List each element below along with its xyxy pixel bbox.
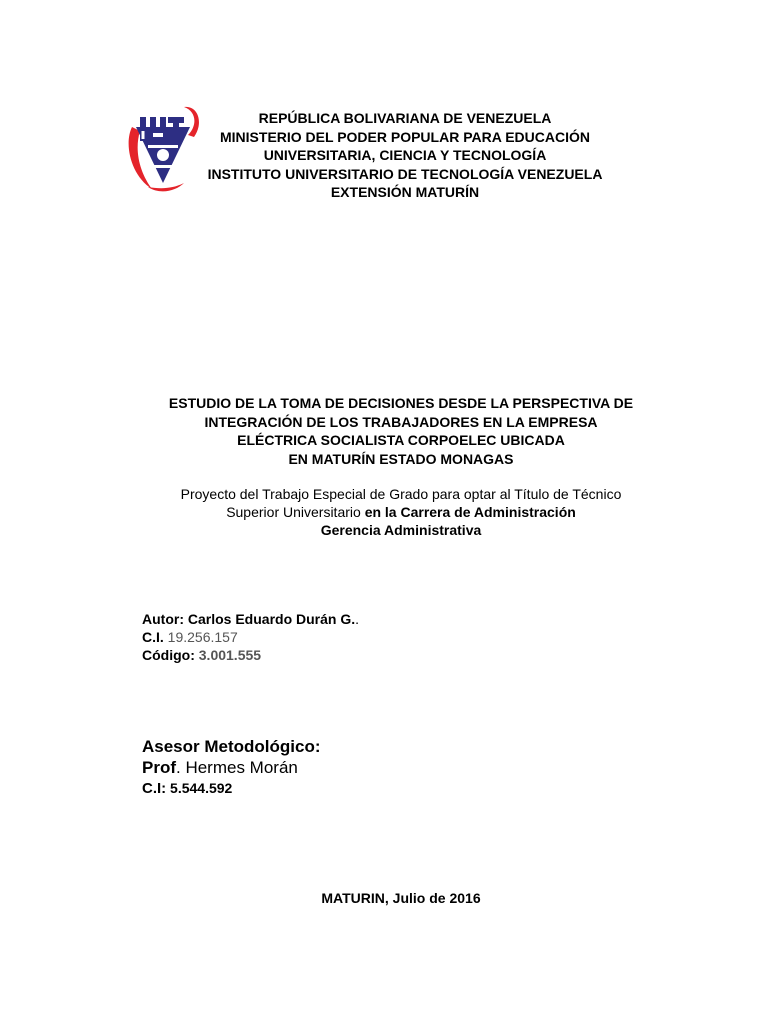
subtitle-line-3-bold: Gerencia Administrativa [320,522,482,538]
title-line: ESTUDIO DE LA TOMA DE DECISIONES DESDE LA PERSPECTIVA DE [168,395,634,411]
logo-dot [157,149,169,161]
advisor-heading: Asesor Metodológico: [142,737,321,756]
subtitle-line-2-bold: en la Carrera de Administración [364,504,576,520]
subtitle-line-3 [120,521,682,539]
subtitle-line-2 [120,503,682,521]
thesis-title [120,394,682,468]
header-line: INSTITUTO UNIVERSITARIO DE TECNOLOGÍA VENEZUELA [207,165,603,182]
title-line: ELÉCTRICA SOCIALISTA CORPOELEC UBICADA [237,432,565,448]
author-ci-line [142,628,359,646]
author-ci-label: C.I. [142,629,164,645]
thesis-subtitle [120,485,682,539]
advisor-name: . Hermes Morán [176,758,298,777]
advisor-block [142,736,321,799]
author-code-line [142,646,359,664]
advisor-ci-label: C.I: [142,780,167,797]
author-name-line [142,610,359,628]
author-name: Autor: Carlos Eduardo Durán G. [142,611,356,627]
subtitle-line-2-normal: Superior Universitario [226,504,365,520]
author-code-label: Código: [142,647,195,663]
place-date: MATURIN, Julio de 2016 [321,890,481,906]
advisor-ci-value: 5.544.592 [166,780,233,796]
subtitle-line-1: Proyecto del Trabajo Especial de Grado para optar al Título de Técnico [180,486,622,502]
advisor-prof-line [142,757,321,778]
header-line: MINISTERIO DEL PODER POPULAR PARA EDUCACIÓN [220,128,590,145]
advisor-prof-label: Prof [142,758,176,777]
header-line: REPÚBLICA BOLIVARIANA DE VENEZUELA [258,110,552,126]
header-line: UNIVERSITARIA, CIENCIA Y TECNOLOGÍA [263,147,547,163]
header-line: EXTENSIÓN MATURÍN [330,184,480,200]
author-ci-value: 19.256.157 [163,629,238,645]
author-code-value: 3.001.555 [194,647,262,663]
author-block [142,610,359,664]
title-line: INTEGRACIÓN DE LOS TRABAJADORES EN LA EMPRESA [204,413,598,430]
advisor-ci-line [142,778,321,799]
title-line: EN MATURÍN ESTADO MONAGAS [288,450,514,467]
institution-header [170,109,640,202]
author-name-suffix: . [355,611,360,627]
